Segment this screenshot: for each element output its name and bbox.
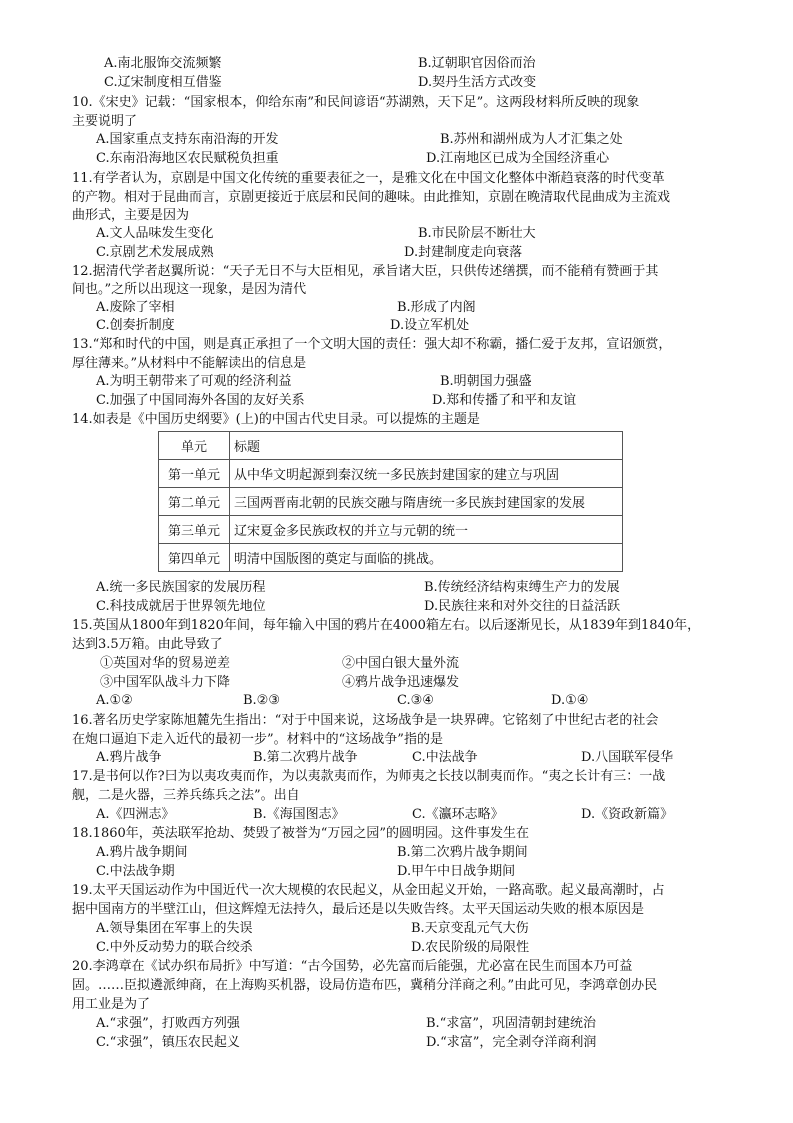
q11-option-c: C.京剧艺术发展成熟 bbox=[96, 245, 214, 260]
q10-option-c: C.东南沿海地区农民赋税负担重 bbox=[96, 151, 279, 166]
table-cell-title: 辽宋夏金多民族政权的并立与元朝的统一 bbox=[230, 516, 623, 544]
q15-option-a: A.①② bbox=[96, 693, 133, 708]
q9-option-c: C.辽宋制度相互借鉴 bbox=[104, 75, 222, 90]
q14-option-d: D.民族往来和对外交往的日益活跃 bbox=[424, 599, 621, 614]
q11-stem-line1: 11.有学者认为，京剧是中国文化传统的重要表征之一，是雅文化在中国文化整体中渐趋衰落的时代变革 bbox=[72, 171, 665, 186]
history-outline-table bbox=[158, 431, 623, 572]
table-cell-unit: 第四单元 bbox=[159, 544, 230, 572]
q19-option-a: A.领导集团在军事上的失误 bbox=[96, 921, 253, 936]
table-cell-unit: 第三单元 bbox=[159, 516, 230, 544]
q16-stem-line1: 16.著名历史学家陈旭麓先生指出：“对于中国来说，这场战争是一块界碑。它铭刻了中世纪古老的社会 bbox=[72, 713, 659, 728]
q11-option-d: D.封建制度走向衰落 bbox=[404, 245, 523, 260]
q15-item-2: ②中国白银大量外流 bbox=[342, 656, 460, 671]
q19-option-c: C.中外反动势力的联合绞杀 bbox=[96, 940, 253, 955]
q15-stem-line2: 达到3.5万箱。由此导致了 bbox=[72, 637, 223, 652]
q10-stem-line1: 10.《宋史》记载：“国家根本，仰给东南”和民间谚语“苏湖熟，天下足”。这两段材料所反映的现象 bbox=[72, 95, 640, 110]
q14-option-a: A.统一多民族国家的发展历程 bbox=[96, 580, 266, 595]
q20-option-c: C.“求强”，镇压农民起义 bbox=[96, 1035, 240, 1050]
table-row bbox=[159, 544, 623, 572]
q13-option-d: D.郑和传播了和平和友谊 bbox=[432, 393, 577, 408]
table-row bbox=[159, 488, 623, 516]
q13-option-a: A.为明王朝带来了可观的经济利益 bbox=[96, 374, 292, 389]
q13-stem-line1: 13.“郑和时代的中国，则是真正承担了一个文明大国的责任：强大却不称霸，播仁爱于友邦，宣诏颁赏， bbox=[72, 337, 672, 352]
q20-stem-line2: 固。……臣拟遴派绅商，在上海购买机器，设局仿造布匹，冀稍分洋商之利。”由此可见，李鸿章创办民 bbox=[72, 978, 658, 993]
q17-option-a: A.《四洲志》 bbox=[96, 807, 175, 822]
q16-option-b: B.第二次鸦片战争 bbox=[253, 750, 358, 765]
q11-stem-line3: 曲形式，主要是因为 bbox=[72, 208, 190, 223]
q13-stem-line2: 厚往薄来。”从材料中不能解读出的信息是 bbox=[72, 356, 307, 371]
q17-option-d: D.《资政新篇》 bbox=[581, 807, 674, 822]
q19-stem-line2: 据中国南方的半壁江山，但这辉煌无法持久，最后还是以失败告终。太平天国运动失败的根本原因是 bbox=[72, 902, 645, 917]
q17-option-c: C.《瀛环志略》 bbox=[412, 807, 504, 822]
table-cell-unit: 第二单元 bbox=[159, 488, 230, 516]
table-cell-unit: 第一单元 bbox=[159, 460, 230, 488]
q10-option-b: B.苏州和湖州成为人才汇集之处 bbox=[440, 132, 623, 147]
q11-option-a: A.文人品味发生变化 bbox=[96, 226, 214, 241]
q9-option-a: A.南北服饰交流频繁 bbox=[104, 56, 222, 71]
table-header-unit: 单元 bbox=[159, 432, 230, 460]
table-cell-title: 从中华文明起源到秦汉统一多民族封建国家的建立与巩固 bbox=[230, 460, 623, 488]
q16-stem-line2: 在炮口逼迫下走入近代的最初一步”。材料中的“这场战争”指的是 bbox=[72, 732, 443, 747]
q16-option-d: D.八国联军侵华 bbox=[581, 750, 674, 765]
q17-stem-line1: 17.是书何以作?曰为以夷攻夷而作，为以夷款夷而作，为师夷之长技以制夷而作。“夷之长计有三：一战 bbox=[72, 769, 666, 784]
q20-option-b: B.“求富”，巩固清朝封建统治 bbox=[426, 1016, 596, 1031]
q15-item-3: ③中国军队战斗力下降 bbox=[100, 675, 231, 690]
q15-item-4: ④鸦片战争迅速爆发 bbox=[342, 675, 460, 690]
q16-option-c: C.中法战争 bbox=[412, 750, 478, 765]
q19-stem-line1: 19.太平天国运动作为中国近代一次大规模的农民起义，从金田起义开始，一路高歌。起义最高潮时，占 bbox=[72, 883, 665, 898]
q19-option-b: B.天京变乱元气大伤 bbox=[411, 921, 529, 936]
q18-option-b: B.第二次鸦片战争期间 bbox=[397, 845, 528, 860]
q11-option-b: B.市民阶层不断壮大 bbox=[418, 226, 536, 241]
q15-stem-line1: 15.英国从1800年到1820年间，每年输入中国的鸦片在4000箱左右。以后逐渐见长，从1839年到1840年， bbox=[72, 618, 701, 633]
q10-option-d: D.江南地区已成为全国经济重心 bbox=[426, 151, 610, 166]
q13-option-b: B.明朝国力强盛 bbox=[440, 374, 532, 389]
q10-stem-line2: 主要说明了 bbox=[72, 114, 138, 129]
q14-option-c: C.科技成就居于世界领先地位 bbox=[96, 599, 266, 614]
q20-stem-line3: 用工业是为了 bbox=[72, 997, 151, 1012]
q12-stem-line1: 12.据清代学者赵翼所说：“天子无日不与大臣相见，承旨诸大臣，只供传述缮撰，而不能稍有赞画于其 bbox=[72, 264, 659, 279]
q20-option-d: D.“求富”，完全剥夺洋商利润 bbox=[426, 1035, 597, 1050]
q18-option-a: A.鸦片战争期间 bbox=[96, 845, 188, 860]
q19-option-d: D.农民阶级的局限性 bbox=[411, 940, 530, 955]
table-cell-title: 明清中国版图的奠定与面临的挑战。 bbox=[230, 544, 623, 572]
q12-stem-line2: 间也。”之所以出现这一现象，是因为清代 bbox=[72, 282, 307, 297]
q18-option-c: C.中法战争期 bbox=[96, 864, 175, 879]
q14-option-b: B.传统经济结构束缚生产力的发展 bbox=[424, 580, 620, 595]
q18-stem: 18.1860年，英法联军抢劫、焚毁了被誉为“万园之园”的圆明园。这件事发生在 bbox=[72, 826, 530, 841]
q12-option-b: B.形成了内阁 bbox=[397, 300, 476, 315]
table-cell-title: 三国两晋南北朝的民族交融与隋唐统一多民族封建国家的发展 bbox=[230, 488, 623, 516]
q15-option-b: B.②③ bbox=[243, 693, 280, 708]
q15-option-c: C.③④ bbox=[397, 693, 434, 708]
q12-option-a: A.废除了宰相 bbox=[96, 300, 175, 315]
q15-item-1: ①英国对华的贸易逆差 bbox=[100, 656, 231, 671]
q12-option-c: C.创奏折制度 bbox=[96, 318, 175, 333]
q18-option-d: D.甲午中日战争期间 bbox=[397, 864, 516, 879]
q10-option-a: A.国家重点支持东南沿海的开发 bbox=[96, 132, 279, 147]
q17-option-b: B.《海国图志》 bbox=[253, 807, 345, 822]
q9-option-d: D.契丹生活方式改变 bbox=[418, 75, 537, 90]
q13-option-c: C.加强了中国同海外各国的友好关系 bbox=[96, 393, 305, 408]
q15-option-d: D.①④ bbox=[551, 693, 589, 708]
q20-stem-line1: 20.李鸿章在《试办织布局折》中写道：“古今国势，必先富而后能强，尤必富在民生而国本乃可益 bbox=[72, 959, 633, 974]
q14-stem: 14.如表是《中国历史纲要》(上)的中国古代史目录。可以提炼的主题是 bbox=[72, 412, 480, 427]
table-header-row bbox=[159, 432, 623, 460]
table-row bbox=[159, 460, 623, 488]
q12-option-d: D.设立军机处 bbox=[390, 318, 470, 333]
q20-option-a: A.“求强”，打败西方列强 bbox=[96, 1016, 240, 1031]
table-header-title: 标题 bbox=[230, 432, 623, 460]
table-row bbox=[159, 516, 623, 544]
q17-stem-line2: 舰，二是火器，三养兵练兵之法”。出自 bbox=[72, 788, 300, 803]
q9-option-b: B.辽朝职官因俗而治 bbox=[418, 56, 536, 71]
q11-stem-line2: 的产物。相对于昆曲而言，京剧更接近于底层和民间的趣味。由此推知，京剧在晚清取代昆曲成为主流戏 bbox=[72, 190, 671, 205]
q16-option-a: A.鸦片战争 bbox=[96, 750, 162, 765]
